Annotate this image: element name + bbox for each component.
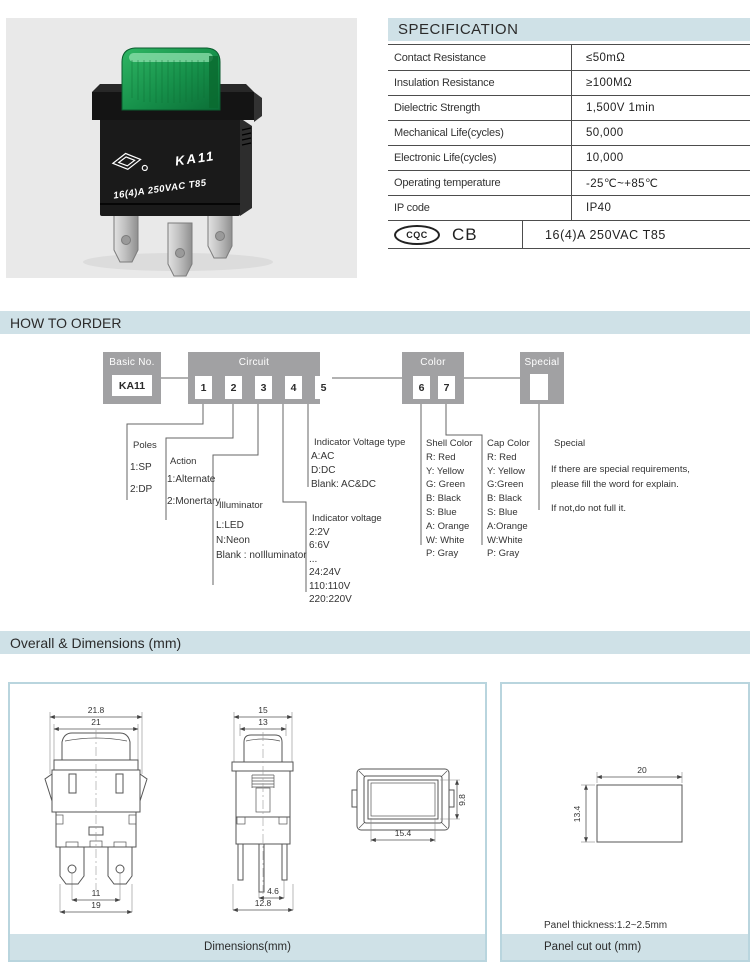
overall-dimensions-bar xyxy=(0,631,750,654)
side-view-drawing xyxy=(232,712,293,910)
panel-cutout-drawing xyxy=(502,684,748,914)
spec-label: IP code xyxy=(388,196,572,220)
switch-illustration xyxy=(6,18,357,278)
cqc-logo-icon: CQC xyxy=(394,225,440,245)
cb-mark: CB xyxy=(452,224,478,244)
special-label: Special xyxy=(524,357,560,368)
spec-label: Dielectric Strength xyxy=(388,96,572,120)
dim-label: 9.8 xyxy=(457,794,467,806)
dim-label: 15 xyxy=(258,705,268,715)
spec-label: Operating temperature xyxy=(388,171,572,195)
spec-value: 50,000 xyxy=(586,127,624,139)
dim-label: 12.8 xyxy=(254,898,272,908)
panel-thickness-note: Panel thickness:1.2~2.5mm xyxy=(544,920,668,931)
dim-label: 19 xyxy=(91,900,101,910)
dim-label: 20 xyxy=(637,765,647,775)
spec-value: -25℃~+85℃ xyxy=(586,178,659,190)
dim-label: 4.6 xyxy=(267,886,279,896)
dim-label: 11 xyxy=(91,888,101,898)
spec-label: Electronic Life(cycles) xyxy=(388,146,572,170)
spec-value: IP40 xyxy=(586,202,612,214)
certification-row xyxy=(388,220,750,248)
overall-dimensions-title: Overall & Dimensions (mm) xyxy=(10,634,182,651)
table-row xyxy=(388,145,750,170)
table-row xyxy=(388,170,750,195)
how-to-order-title: HOW TO ORDER xyxy=(10,314,122,331)
color-cell-6: 6 xyxy=(413,376,430,399)
legend-shell-color: Shell Color R: Red Y: Yellow G: Green B: Black S: Blue A: Orange W: White P: Gray xyxy=(426,438,473,560)
color-cell-7: 7 xyxy=(438,376,455,399)
table-row xyxy=(388,45,750,70)
rating-value: 16(4)A 250VAC T85 xyxy=(545,227,666,242)
rating-marking: 16(4)A 250VAC T85 xyxy=(112,177,208,202)
spec-value: ≤50mΩ xyxy=(586,51,626,64)
dim-label: 21.8 xyxy=(87,705,105,715)
model-marking: KA11 xyxy=(174,148,217,169)
panel-cutout-footer: Panel cut out (mm) xyxy=(502,934,748,960)
legend-poles: Poles 1:SP 2:DP xyxy=(130,440,157,495)
special-cell xyxy=(530,374,548,400)
table-row xyxy=(388,120,750,145)
circuit-cell-5: 5 xyxy=(315,376,332,399)
switch-cap xyxy=(122,48,220,110)
front-view-drawing xyxy=(45,712,147,912)
dim-label: 21 xyxy=(91,717,101,727)
legend-cap-color: Cap Color R: Red Y: Yellow G:Green B: Black S: Blue A:Orange W:White P: Gray xyxy=(487,438,530,560)
order-box-special xyxy=(520,352,564,404)
table-row xyxy=(388,70,750,95)
specification-title: SPECIFICATION xyxy=(388,18,750,41)
legend-special: Special If there are special requirements, please fill the word for explain. If not,do not full it. xyxy=(551,438,690,514)
specification-section xyxy=(388,18,750,249)
order-box-circuit xyxy=(188,352,327,404)
spec-value: ≥100MΩ xyxy=(586,77,633,89)
spec-label: Contact Resistance xyxy=(388,45,572,70)
dim-label: 13.4 xyxy=(572,805,582,823)
order-box-color xyxy=(402,352,464,404)
circuit-cell-1: 1 xyxy=(195,376,212,399)
color-label: Color xyxy=(420,357,446,368)
dim-label: 15.4 xyxy=(394,828,412,838)
spec-value: 10,000 xyxy=(586,152,624,164)
table-row xyxy=(388,195,750,220)
basic-no-value: KA11 xyxy=(112,375,152,396)
circuit-cell-2: 2 xyxy=(225,376,242,399)
circuit-cell-4: 4 xyxy=(285,376,302,399)
basic-no-label: Basic No. xyxy=(109,357,155,368)
table-row xyxy=(388,95,750,120)
spec-value: 1,500V 1min xyxy=(586,102,655,114)
panel-cutout-box xyxy=(500,682,750,962)
circuit-cell-3: 3 xyxy=(255,376,272,399)
spec-label: Mechanical Life(cycles) xyxy=(388,121,572,145)
how-to-order-bar xyxy=(0,311,750,334)
dimension-drawings xyxy=(10,684,485,934)
specification-table xyxy=(388,44,750,249)
order-box-basic xyxy=(103,352,161,404)
legend-illuminator: Illuminator L:LED N:Neon Blank : noIlluminator xyxy=(216,500,307,561)
circuit-label: Circuit xyxy=(238,357,270,368)
legend-indicator-voltage: Indicator voltage 2:2V 6:6V ... 24:24V 110:110V 220:220V xyxy=(309,513,382,605)
legend-action: Action 1:Alternate 2:Monertary xyxy=(167,456,221,507)
legend-indicator-voltage-type: Indicator Voltage type A:AC D:DC Blank: AC&DC xyxy=(311,437,406,490)
dim-label: 13 xyxy=(258,717,268,727)
dimensions-box xyxy=(8,682,487,962)
product-photo xyxy=(6,18,357,278)
dimensions-footer: Dimensions(mm) xyxy=(10,934,485,960)
spec-label: Insulation Resistance xyxy=(388,71,572,95)
